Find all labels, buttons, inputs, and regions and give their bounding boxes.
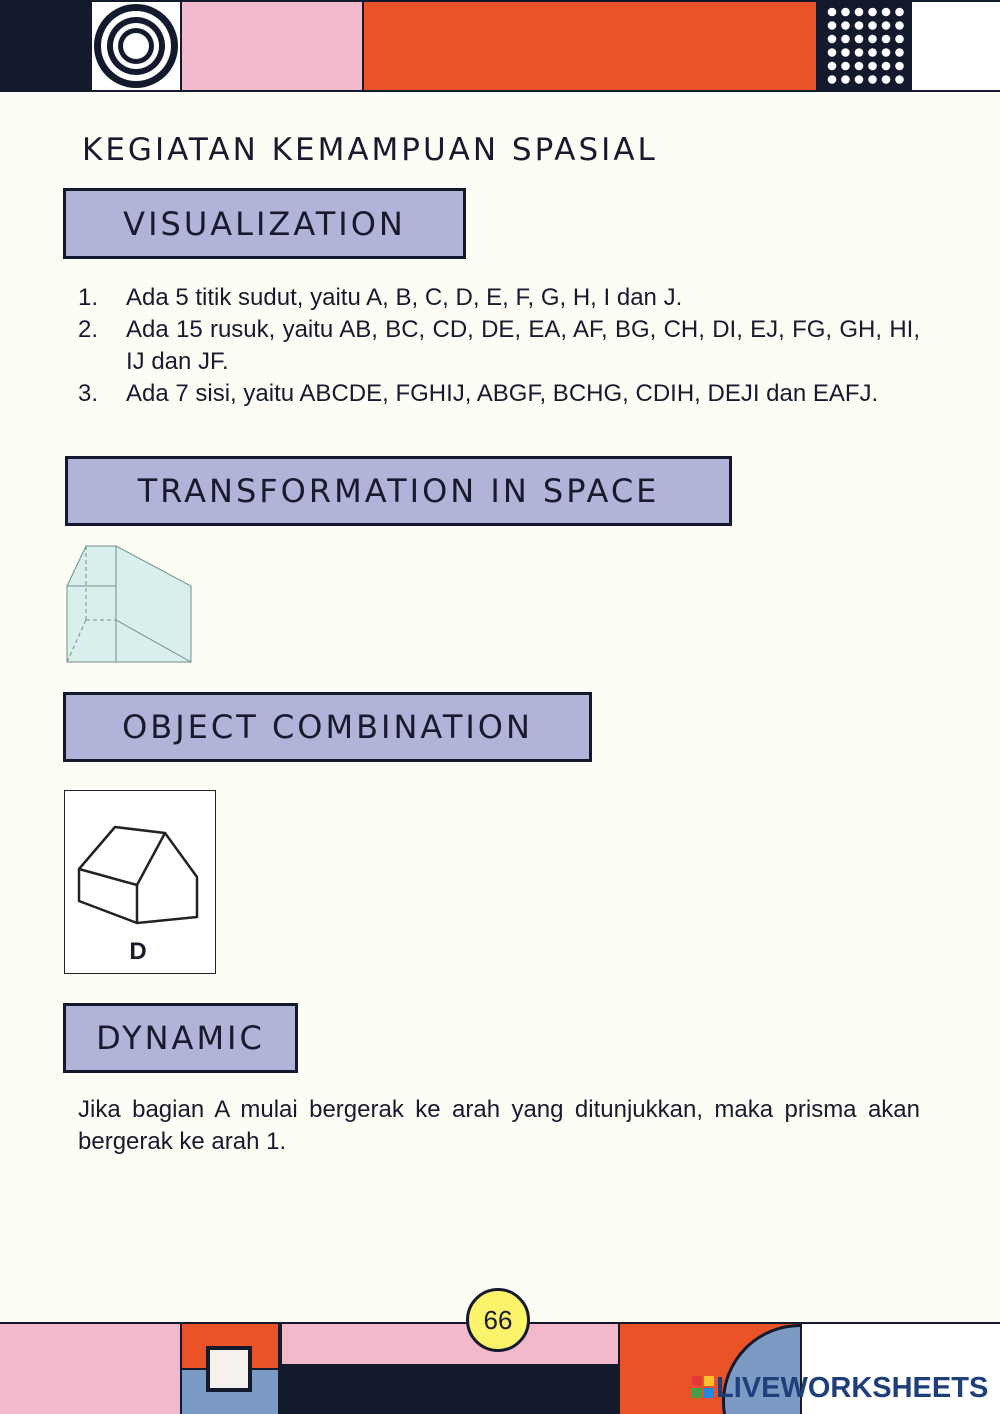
footer-pink-strip: [282, 1324, 618, 1364]
list-item-text: Ada 5 titik sudut, yaitu A, B, C, D, E, F, G, H, I dan J.: [126, 284, 683, 311]
list-item-text: Ada 15 rusuk, yaitu AB, BC, CD, DE, EA, AF, BG, CH, DI, EJ, FG, GH, HI, IJ dan JF.: [126, 316, 920, 375]
grid-dot: [828, 8, 837, 17]
visualization-list: [78, 282, 920, 410]
page-title: KEGIATAN KEMAMPUAN SPASIAL: [82, 132, 658, 168]
header-pink-tile: [182, 2, 362, 90]
grid-dot: [841, 48, 850, 57]
grid-dot: [868, 75, 877, 84]
grid-dot: [882, 8, 891, 17]
house-figure-label: D: [129, 938, 147, 965]
grid-dot: [841, 62, 850, 71]
list-item-number: 3.: [78, 380, 99, 407]
list-item: [78, 314, 920, 378]
grid-dot: [855, 8, 864, 17]
dynamic-paragraph: Jika bagian A mulai bergerak ke arah yang ditunjukkan, maka prisma akan bergerak ke arah 1.: [78, 1096, 920, 1155]
dot-grid-icon: [818, 2, 910, 90]
grid-dot: [882, 21, 891, 30]
grid-dot: [855, 62, 864, 71]
section-dynamic-header: DYNAMIC: [63, 1003, 298, 1073]
header-orange-tile: [364, 2, 816, 90]
grid-dot: [828, 21, 837, 30]
grid-dot: [828, 75, 837, 84]
grid-dot: [841, 8, 850, 17]
grid-dot: [868, 62, 877, 71]
grid-dot: [895, 62, 904, 71]
section-visualization-header: VISUALIZATION: [63, 188, 466, 259]
grid-dot: [828, 48, 837, 57]
header-dots-tile: [818, 2, 910, 90]
grid-dot: [895, 48, 904, 57]
grid-dot: [895, 35, 904, 44]
list-item-number: 2.: [78, 316, 99, 343]
list-item: [78, 378, 920, 410]
list-item-number: 1.: [78, 284, 99, 311]
grid-dot: [868, 21, 877, 30]
grid-dot: [841, 35, 850, 44]
concentric-circles-icon: [92, 2, 180, 90]
list-item-text: Ada 7 sisi, yaitu ABCDE, FGHIJ, ABGF, BCHG, CDIH, DEJI dan EAFJ.: [126, 380, 879, 407]
grid-dot: [868, 8, 877, 17]
grid-dot: [841, 21, 850, 30]
house-shape-icon: [65, 791, 215, 941]
grid-dot: [855, 75, 864, 84]
list-item: [78, 282, 920, 314]
footer-pink-tile: [0, 1324, 180, 1414]
grid-dot: [895, 21, 904, 30]
grid-dot: [855, 21, 864, 30]
grid-dot: [882, 35, 891, 44]
header-white-tile: [912, 2, 1000, 90]
brand-wordmark[interactable]: LIVEWORKSHEETS: [716, 1372, 989, 1404]
section-combination-header: OBJECT COMBINATION: [63, 692, 592, 762]
grid-dot: [882, 48, 891, 57]
grid-dot: [868, 48, 877, 57]
grid-dot: [868, 35, 877, 44]
grid-dot: [855, 35, 864, 44]
grid-dot: [895, 8, 904, 17]
prism-figure: [64, 544, 196, 668]
footer-square-icon: [206, 1346, 252, 1392]
grid-dot: [841, 75, 850, 84]
page-number-badge: 66: [466, 1288, 530, 1352]
grid-dot: [828, 35, 837, 44]
header-target-tile: [92, 2, 180, 90]
grid-dot: [828, 62, 837, 71]
section-transformation-header: TRANSFORMATION IN SPACE: [65, 456, 732, 526]
grid-dot: [895, 75, 904, 84]
liveworksheets-logo-icon: [692, 1376, 714, 1398]
grid-dot: [882, 75, 891, 84]
grid-dot: [882, 62, 891, 71]
grid-dot: [855, 48, 864, 57]
